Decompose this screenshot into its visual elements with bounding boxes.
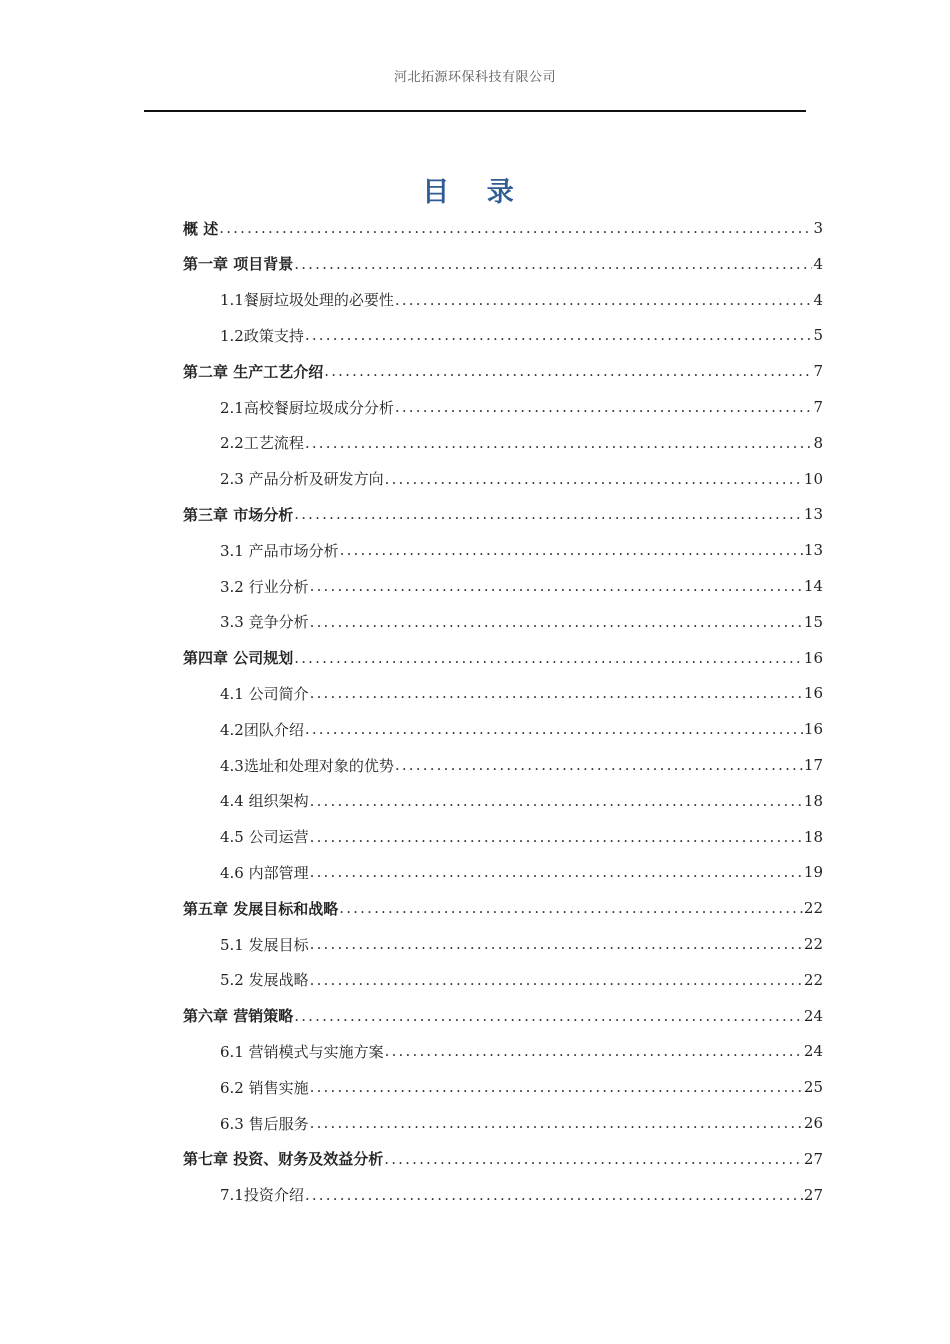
- toc-dot-leader: [310, 828, 803, 846]
- toc-dot-leader: [395, 756, 803, 774]
- toc-dot-leader: [294, 255, 812, 273]
- toc-page-number: 4: [813, 290, 823, 309]
- toc-entry-title: 2.3 产品分析及研发方向: [220, 470, 384, 489]
- toc-chapter-entry[interactable]: [183, 499, 823, 529]
- toc-entry-title: 3.1 产品市场分析: [220, 541, 339, 560]
- toc-chapter-entry[interactable]: [183, 1144, 823, 1174]
- toc-page-number: 22: [803, 935, 823, 953]
- toc-entry-title: 概 述: [183, 219, 219, 238]
- toc-entry-title: 第二章 生产工艺介绍: [183, 362, 324, 381]
- toc-page-number: 24: [803, 1042, 823, 1061]
- toc-chapter-entry[interactable]: [183, 249, 823, 279]
- toc-dot-leader: [310, 935, 803, 953]
- toc-entry-title: 6.3 售后服务: [220, 1114, 309, 1133]
- toc-entry-title: 第一章 项目背景: [183, 255, 294, 274]
- toc-page-number: 25: [803, 1078, 823, 1097]
- toc-page-number: 19: [803, 863, 823, 882]
- toc-page-number: 27: [803, 1185, 823, 1204]
- toc-dot-leader: [384, 1150, 803, 1168]
- toc-page-number: 27: [803, 1149, 823, 1168]
- toc-entry-title: 4.5 公司运营: [220, 828, 309, 847]
- toc-page-number: 13: [803, 541, 823, 560]
- toc-entry-title: 7.1投资介绍: [220, 1186, 304, 1205]
- toc-title: 目 录: [422, 177, 528, 208]
- toc-dot-leader: [305, 1186, 803, 1204]
- toc-dot-leader: [340, 541, 803, 559]
- toc-chapter-entry[interactable]: [183, 213, 823, 243]
- toc-section-entry[interactable]: [220, 1180, 823, 1210]
- toc-entry-title: 4.1 公司简介: [220, 684, 309, 703]
- toc-page-number: 26: [803, 1114, 823, 1132]
- toc-section-entry[interactable]: [220, 428, 823, 458]
- toc-chapter-entry[interactable]: [183, 356, 823, 386]
- toc-dot-leader: [310, 577, 803, 595]
- toc-page-number: 8: [813, 433, 823, 452]
- toc-section-entry[interactable]: [220, 822, 823, 852]
- toc-chapter-entry[interactable]: [183, 643, 823, 673]
- toc-section-entry[interactable]: [220, 1108, 823, 1138]
- toc-page-number: 4: [813, 254, 823, 273]
- toc-page-number: 18: [803, 827, 823, 846]
- toc-section-entry[interactable]: [220, 786, 823, 816]
- toc-dot-leader: [310, 1114, 803, 1132]
- toc-dot-leader: [385, 1042, 803, 1060]
- toc-page-number: 7: [813, 398, 823, 416]
- toc-dot-leader: [395, 291, 813, 309]
- toc-dot-leader: [310, 863, 803, 881]
- toc-section-entry[interactable]: [220, 392, 823, 422]
- toc-page-number: 3: [813, 219, 823, 237]
- toc-entry-title: 2.2工艺流程: [220, 434, 304, 453]
- toc-page-number: 14: [803, 577, 823, 595]
- toc-entry-title: 5.1 发展目标: [220, 935, 309, 954]
- toc-chapter-entry[interactable]: [183, 893, 823, 923]
- toc-page-number: 24: [803, 1006, 823, 1025]
- toc-dot-leader: [305, 720, 803, 738]
- toc-dot-leader: [310, 613, 803, 631]
- toc-dot-leader: [305, 326, 813, 344]
- toc-page-number: 22: [803, 899, 823, 918]
- toc-page-number: 16: [803, 648, 823, 667]
- toc-section-entry[interactable]: [220, 1072, 823, 1102]
- toc-page-number: 22: [803, 970, 823, 989]
- toc-entry-title: 第六章 营销策略: [183, 1007, 294, 1026]
- toc-page-number: 13: [803, 505, 823, 524]
- toc-entry-title: 6.1 营销模式与实施方案: [220, 1042, 384, 1061]
- toc-dot-leader: [339, 899, 803, 917]
- toc-page-number: 7: [813, 362, 823, 381]
- toc-dot-leader: [385, 470, 803, 488]
- toc-dot-leader: [324, 362, 812, 380]
- toc-page-number: 5: [813, 326, 823, 345]
- toc-entry-title: 1.2政策支持: [220, 326, 304, 345]
- toc-entry-title: 2.1高校餐厨垃圾成分分析: [220, 398, 394, 417]
- toc-page-number: 10: [803, 469, 823, 488]
- toc-entry-title: 4.6 内部管理: [220, 863, 309, 882]
- toc-section-entry[interactable]: [220, 678, 823, 708]
- toc-entry-title: 1.1餐厨垃圾处理的必要性: [220, 291, 394, 310]
- toc-page-number: 16: [803, 720, 823, 739]
- toc-entry-title: 第四章 公司规划: [183, 649, 294, 668]
- toc-section-entry[interactable]: [220, 607, 823, 637]
- toc-entry-title: 6.2 销售实施: [220, 1078, 309, 1097]
- toc-section-entry[interactable]: [220, 571, 823, 601]
- toc-entry-title: 5.2 发展战略: [220, 971, 309, 990]
- toc-dot-leader: [310, 792, 803, 810]
- toc-dot-leader: [294, 1007, 803, 1025]
- toc-chapter-entry[interactable]: [183, 1001, 823, 1031]
- toc-section-entry[interactable]: [220, 965, 823, 995]
- toc-section-entry[interactable]: [220, 929, 823, 959]
- toc-entry-title: 第七章 投资、财务及效益分析: [183, 1150, 384, 1169]
- toc-entry-title: 3.2 行业分析: [220, 577, 309, 596]
- toc-page-number: 15: [803, 612, 823, 631]
- toc-entry-title: 4.2团队介绍: [220, 720, 304, 739]
- toc-section-entry[interactable]: [220, 285, 823, 315]
- toc-entry-title: 3.3 竞争分析: [220, 613, 309, 632]
- toc-section-entry[interactable]: [220, 714, 823, 744]
- toc-dot-leader: [219, 219, 812, 237]
- toc-entry-title: 第五章 发展目标和战略: [183, 899, 339, 918]
- toc-dot-leader: [305, 434, 813, 452]
- toc-section-entry[interactable]: [220, 1036, 823, 1066]
- toc-dot-leader: [310, 1078, 803, 1096]
- toc-entry-title: 第三章 市场分析: [183, 505, 294, 524]
- toc-dot-leader: [294, 505, 803, 523]
- header-divider: [144, 110, 806, 112]
- toc-dot-leader: [395, 398, 813, 416]
- toc-section-entry[interactable]: [220, 464, 823, 494]
- toc-section-entry[interactable]: [220, 857, 823, 887]
- toc-entry-title: 4.4 组织架构: [220, 792, 309, 811]
- toc-section-entry[interactable]: [220, 535, 823, 565]
- toc-entry-title: 4.3选址和处理对象的优势: [220, 756, 394, 775]
- toc-dot-leader: [310, 684, 803, 702]
- toc-page-number: 17: [803, 756, 823, 774]
- running-header: 河北拓源环保科技有限公司: [393, 70, 556, 85]
- toc-section-entry[interactable]: [220, 750, 823, 780]
- toc-page-number: 16: [803, 684, 823, 703]
- toc-dot-leader: [310, 971, 803, 989]
- toc-page-number: 18: [803, 791, 823, 810]
- toc-section-entry[interactable]: [220, 320, 823, 350]
- toc-dot-leader: [294, 649, 803, 667]
